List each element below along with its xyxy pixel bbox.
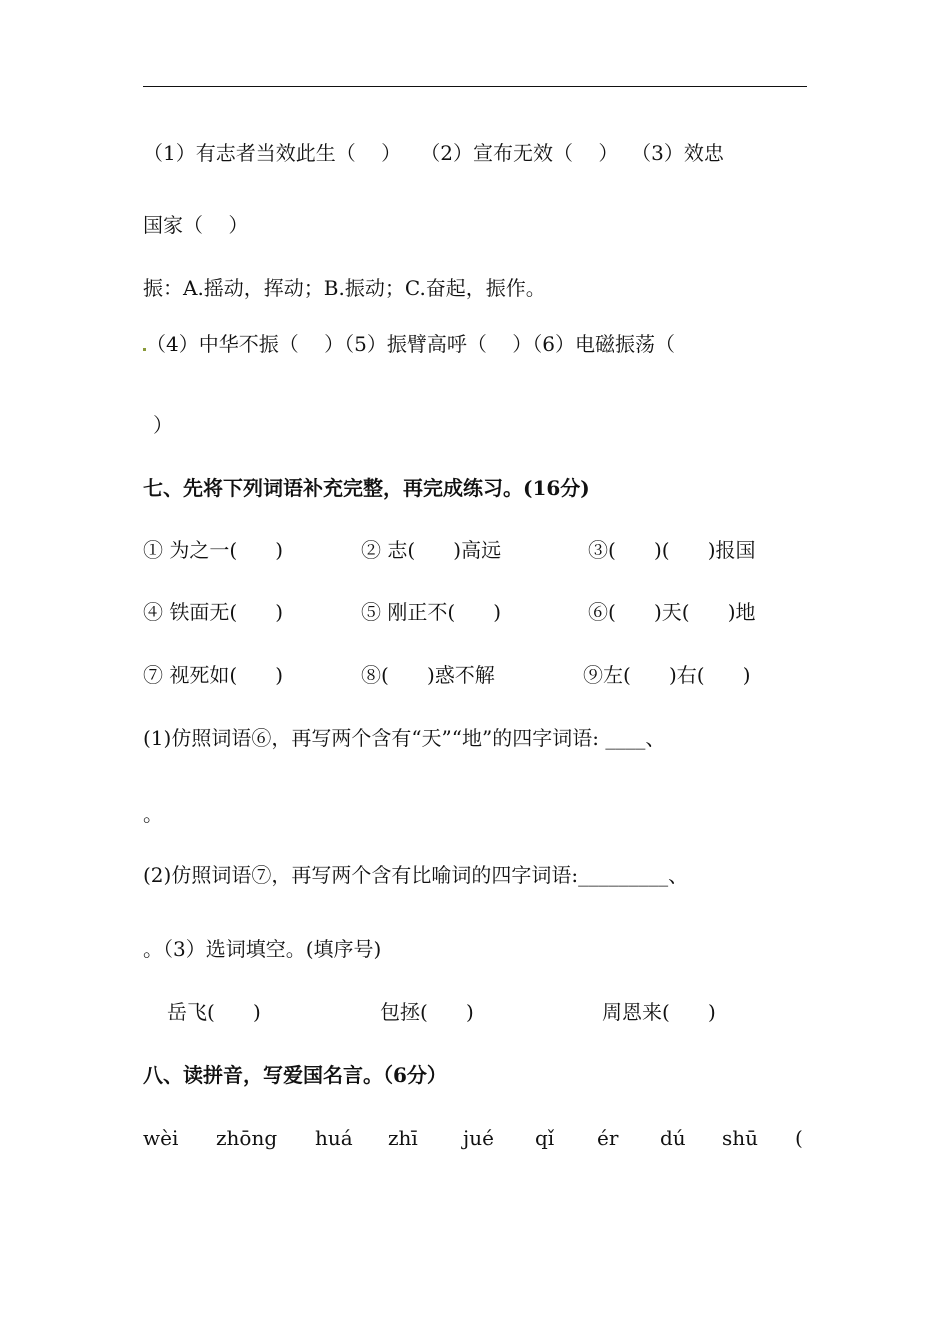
- question-1-end: 。: [143, 802, 163, 826]
- pinyin-syllable: zhī: [388, 1126, 418, 1150]
- choice-line-1: （1）有志者当效此生（ ） （2）宣布无效（ ） （3）效忠: [143, 141, 724, 165]
- pinyin-syllable: huá: [315, 1126, 353, 1150]
- pinyin-syllable: qǐ: [535, 1126, 555, 1150]
- section7-heading: 七、先将下列词语补充完整，再完成练习。(16分): [143, 476, 590, 500]
- section8-heading: 八、读拼音，写爱国名言。（6分）: [143, 1063, 447, 1087]
- question-2: (2)仿照词语⑦，再写两个含有比喻词的四字词语:_________、: [143, 863, 689, 887]
- pinyin-open-paren: (: [795, 1126, 803, 1150]
- idiom-item: ⑥( )天( )地: [588, 600, 756, 624]
- idiom-item: ④ 铁面无( ): [143, 600, 284, 624]
- zhen-definition: 振：A.摇动，挥动；B.振动；C.奋起，振作。: [143, 276, 546, 300]
- pinyin-syllable: jué: [463, 1126, 494, 1150]
- idiom-item: ⑨左( )右( ): [583, 663, 751, 687]
- pinyin-syllable: ér: [597, 1126, 619, 1150]
- pinyin-syllable: dú: [660, 1126, 686, 1150]
- fill-item-zhouenlai: 周恩来( ): [602, 1000, 716, 1024]
- idiom-item: ⑦ 视死如( ): [143, 663, 284, 687]
- idiom-item: ② 志( )高远: [361, 538, 502, 562]
- idiom-item: ③( )( )报国: [588, 538, 756, 562]
- question-1: (1)仿照词语⑥，再写两个含有“天”“地”的四字词语: ____、: [143, 726, 666, 750]
- question-3: 。（3）选词填空。(填序号): [143, 937, 382, 961]
- fill-item-yuefei: 岳飞( ): [167, 1000, 261, 1024]
- idiom-item: ① 为之一( ): [143, 538, 284, 562]
- idiom-item: ⑤ 刚正不( ): [361, 600, 502, 624]
- fill-item-baozheng: 包拯( ): [380, 1000, 474, 1024]
- header-rule: [143, 86, 807, 87]
- pinyin-syllable: shū: [722, 1126, 759, 1150]
- choice-line-2: 国家（ ）: [143, 213, 249, 237]
- pinyin-syllable: wèi: [143, 1126, 179, 1150]
- idiom-item: ⑧( )惑不解: [361, 663, 495, 687]
- choice-line-5: ）: [153, 413, 173, 437]
- pinyin-syllable: zhōng: [216, 1126, 278, 1150]
- choice-line-4: （4）中华不振（ ）（5）振臂高呼（ ）（6）电磁振荡（: [146, 332, 676, 356]
